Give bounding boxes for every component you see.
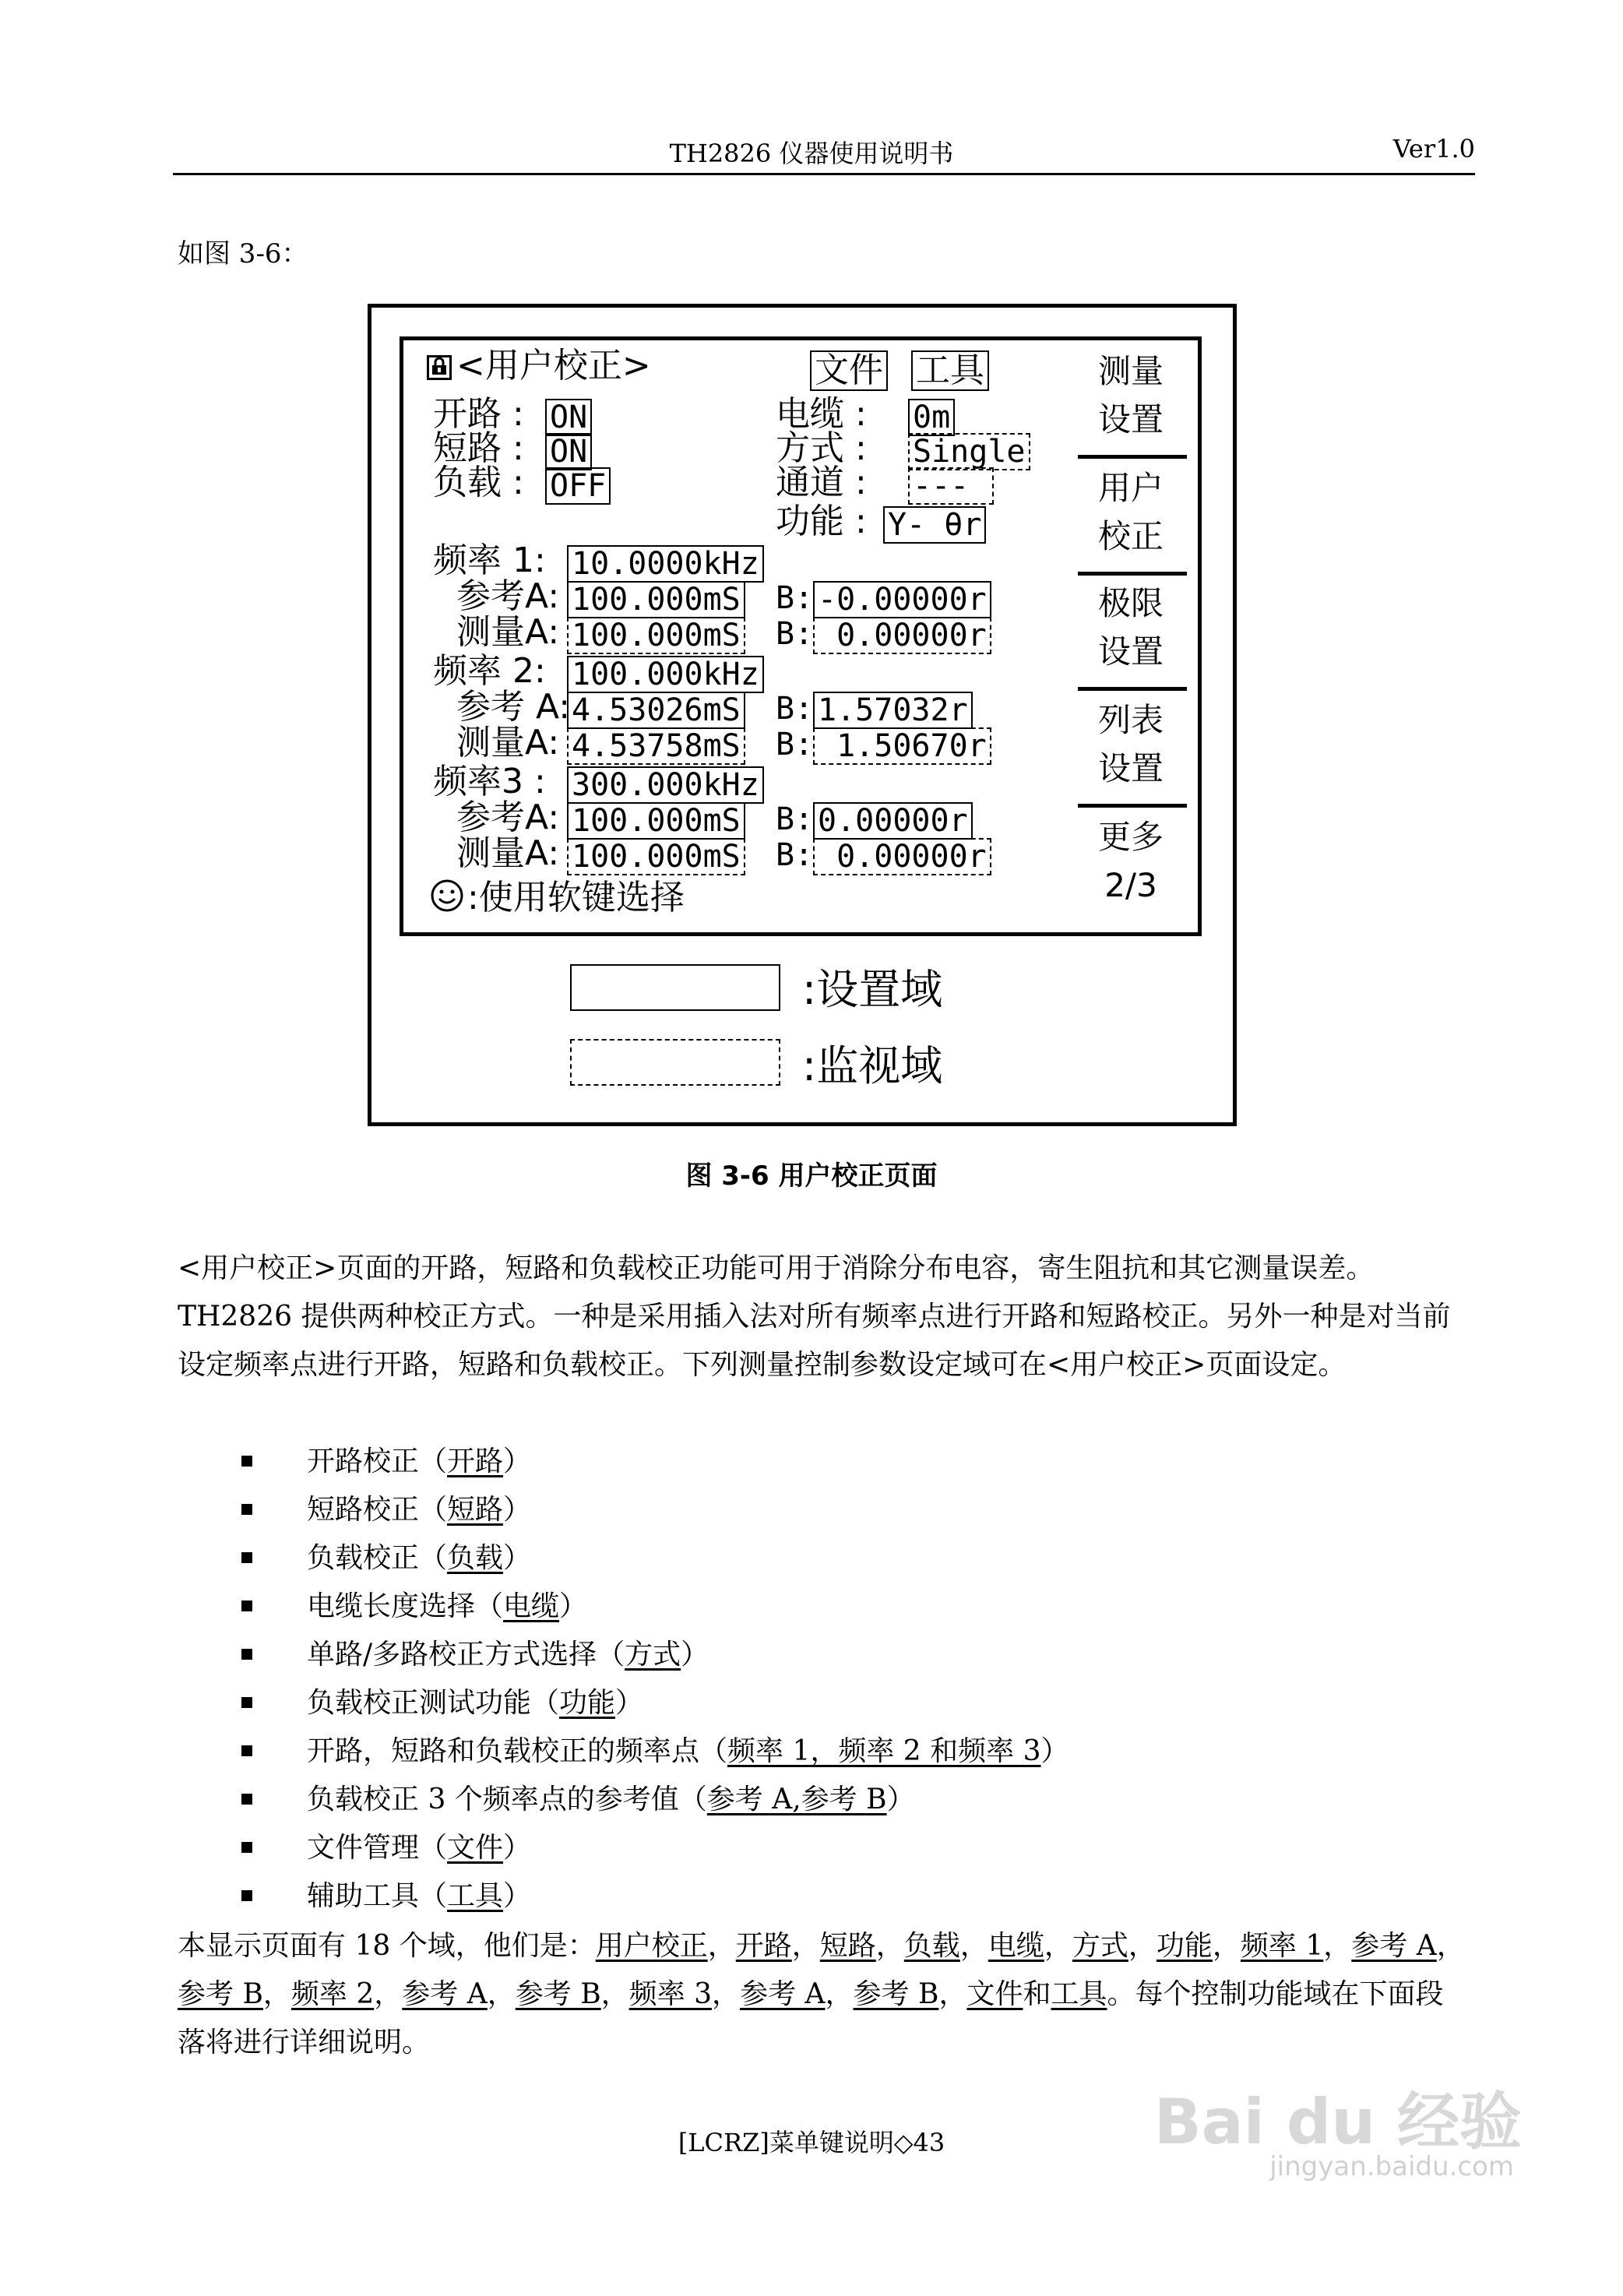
softkey-list-setup[interactable]: 列表 设置 bbox=[1097, 701, 1164, 787]
field-ref: 工具 bbox=[447, 1880, 504, 1912]
description-paragraph: <用户校正>页面的开路，短路和负载校正功能可用于消除分布电容，寄生阻抗和其它测量误差。TH2826 提供两种校正方式。一种是采用插入法对所有频率点进行开路和短路校正。另外一种是对当前设定频率点进行开路，短路和负载校正。下列测量控制参数设定域可在<用户校正>页面设定。 bbox=[178, 1252, 1451, 1381]
ref1-b-field[interactable]: -0.00000r bbox=[813, 581, 991, 618]
meas1-b-label: B: bbox=[776, 616, 814, 652]
channel-field[interactable]: --- bbox=[908, 467, 994, 505]
meas1-label: 测量A: bbox=[456, 612, 560, 652]
softkey-divider bbox=[1078, 572, 1187, 576]
screen-title-row bbox=[427, 347, 651, 385]
load-label: 负载 : bbox=[433, 463, 524, 502]
field-ref: 功能 bbox=[559, 1687, 616, 1719]
intro-text: 如图 3-6： bbox=[178, 238, 308, 269]
meas2-label: 测量A: bbox=[456, 723, 560, 762]
softkey-panel bbox=[1072, 340, 1190, 935]
list-item: 文件管理（文件） bbox=[178, 1824, 1069, 1872]
field-ref: 负载 bbox=[447, 1542, 504, 1574]
freq1-label: 频率 1: bbox=[433, 541, 546, 580]
field-ref: 文件 bbox=[447, 1832, 504, 1864]
list-item: 开路校正（开路） bbox=[178, 1438, 1069, 1486]
ref1-a-field[interactable]: 100.000mS bbox=[567, 581, 745, 618]
freq3-field[interactable]: 300.000kHz bbox=[567, 766, 764, 804]
monitor-field-swatch bbox=[570, 1039, 780, 1086]
field-ref: 短路 bbox=[447, 1494, 504, 1526]
header-title: TH2826 仪器使用说明书 bbox=[669, 139, 954, 168]
meas2-a-field: 4.53758mS bbox=[567, 727, 745, 765]
mode-field[interactable]: Single bbox=[908, 433, 1030, 470]
list-item: 负载校正测试功能（功能） bbox=[178, 1679, 1069, 1727]
softkey-divider bbox=[1078, 687, 1187, 691]
list-item: 短路校正（短路） bbox=[178, 1486, 1069, 1534]
ref2-label: 参考 A: bbox=[456, 687, 571, 727]
page-title[interactable]: <用户校正> bbox=[456, 346, 651, 386]
softkey-more[interactable]: 更多 2/3 bbox=[1097, 818, 1164, 904]
field-ref: 频率 1，频率 2 和频率 3 bbox=[727, 1735, 1041, 1767]
setting-field-swatch bbox=[570, 964, 780, 1011]
field-ref: 开路 bbox=[447, 1446, 504, 1477]
ref3-a-field[interactable]: 100.000mS bbox=[567, 802, 745, 840]
list-item: 辅助工具（工具） bbox=[178, 1872, 1069, 1921]
softkey-divider bbox=[1078, 804, 1187, 808]
short-field[interactable]: ON bbox=[545, 433, 592, 470]
freq2-label: 频率 2: bbox=[433, 651, 546, 691]
softkey-limit-setup[interactable]: 极限 设置 bbox=[1097, 584, 1164, 671]
meas3-b-label: B: bbox=[776, 837, 814, 873]
freq2-field[interactable]: 100.000kHz bbox=[567, 656, 764, 693]
ref2-a-field[interactable]: 4.53026mS bbox=[567, 692, 745, 729]
meas1-a-field: 100.000mS bbox=[567, 617, 745, 654]
open-label: 开路 : bbox=[433, 394, 524, 434]
load-field[interactable]: OFF bbox=[545, 467, 611, 505]
tools-menu[interactable]: 工具 bbox=[911, 350, 989, 391]
function-label: 功能 : bbox=[776, 502, 867, 541]
meas2-b-field: 1.50670r bbox=[813, 727, 991, 765]
page-footer: [LCRZ]菜单键说明◇43 bbox=[678, 2128, 945, 2157]
hint-row bbox=[430, 879, 685, 921]
hint-text: :使用软键选择 bbox=[467, 878, 685, 917]
ref2-b-field[interactable]: 1.57032r bbox=[813, 692, 973, 729]
softkey-divider bbox=[1078, 455, 1187, 459]
ref2-b-label: B: bbox=[776, 691, 814, 727]
smiley-icon bbox=[430, 879, 464, 921]
list-item: 开路，短路和负载校正的频率点（频率 1，频率 2 和频率 3） bbox=[178, 1727, 1069, 1776]
figure-caption: 图 3-6 用户校正页面 bbox=[685, 1160, 938, 1192]
field-list bbox=[178, 1438, 1069, 1921]
meas3-label: 测量A: bbox=[456, 833, 560, 873]
open-field[interactable]: ON bbox=[545, 399, 592, 436]
softkey-measure-setup[interactable]: 测量 设置 bbox=[1097, 352, 1164, 438]
meas3-a-field: 100.000mS bbox=[567, 838, 745, 875]
channel-label: 通道 : bbox=[776, 463, 867, 502]
ref1-b-label: B: bbox=[776, 580, 814, 616]
header-rule bbox=[173, 173, 1475, 175]
field-ref: 参考 A,参考 B bbox=[706, 1784, 887, 1815]
field-ref: 方式 bbox=[625, 1639, 681, 1671]
meas1-b-field: 0.00000r bbox=[813, 617, 991, 654]
function-field[interactable]: Y- θr bbox=[883, 506, 986, 544]
setting-field-legend: :设置域 bbox=[802, 965, 943, 1014]
short-label: 短路 : bbox=[433, 428, 524, 468]
meas3-b-field: 0.00000r bbox=[813, 838, 991, 875]
list-item: 负载校正（负载） bbox=[178, 1534, 1069, 1583]
baidu-watermark-logo: Bai du 经验 bbox=[1153, 2086, 1522, 2158]
baidu-watermark-url: jingyan.baidu.com bbox=[1269, 2151, 1514, 2182]
cable-label: 电缆 : bbox=[776, 394, 867, 434]
mode-label: 方式 : bbox=[776, 428, 867, 468]
summary-paragraph: 本显示页面有 18 个域，他们是：用户校正，开路，短路，负载，电缆，方式，功能，频率 1，参考 A，参考 B，频率 2，参考 A，参考 B，频率 3，参考 A，参考 B，文件和工具。每个控制功能域在下面段落将进行详细说明。 bbox=[178, 1930, 1465, 2058]
list-item: 负载校正 3 个频率点的参考值（参考 A,参考 B） bbox=[178, 1776, 1069, 1824]
freq1-field[interactable]: 10.0000kHz bbox=[567, 545, 764, 583]
cable-field[interactable]: 0m bbox=[908, 399, 955, 436]
ref1-label: 参考A: bbox=[456, 576, 560, 616]
ref3-b-label: B: bbox=[776, 801, 814, 837]
header-version: Ver1.0 bbox=[1392, 134, 1475, 164]
ref3-label: 参考A: bbox=[456, 798, 560, 837]
freq3-label: 频率3 : bbox=[433, 762, 546, 801]
field-ref: 电缆 bbox=[503, 1590, 560, 1622]
file-menu[interactable]: 文件 bbox=[810, 350, 888, 391]
ref3-b-field[interactable]: 0.00000r bbox=[813, 802, 973, 840]
lock-icon bbox=[427, 355, 452, 380]
list-item: 单路/多路校正方式选择（方式） bbox=[178, 1631, 1069, 1679]
monitor-field-legend: :监视域 bbox=[802, 1041, 943, 1090]
softkey-user-correction[interactable]: 用户 校正 bbox=[1097, 469, 1164, 555]
list-item: 电缆长度选择（电缆） bbox=[178, 1583, 1069, 1631]
meas2-b-label: B: bbox=[776, 727, 814, 762]
